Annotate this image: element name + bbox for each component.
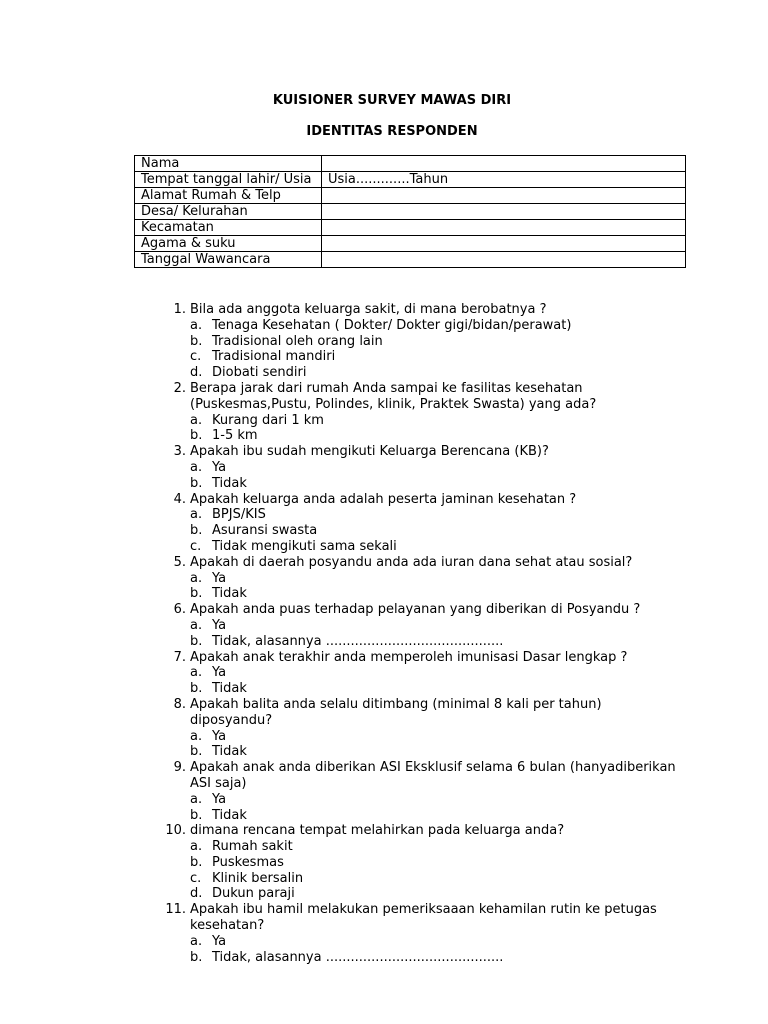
identity-value[interactable] bbox=[322, 204, 686, 220]
question-text: Apakah di daerah posyandu anda ada iuran dana sehat atau sosial? bbox=[190, 554, 633, 570]
identity-label: Tanggal Wawancara bbox=[135, 252, 322, 268]
table-row bbox=[135, 252, 686, 268]
option-letter: b. bbox=[190, 681, 203, 697]
option-text: Puskesmas bbox=[212, 854, 284, 870]
question-number: 2. bbox=[173, 380, 186, 396]
answer-option[interactable] bbox=[160, 934, 680, 950]
answer-option[interactable] bbox=[160, 886, 680, 902]
option-letter: b. bbox=[190, 428, 203, 444]
option-letter: a. bbox=[190, 570, 203, 586]
option-text: Tidak bbox=[212, 744, 247, 760]
question-item bbox=[160, 492, 680, 508]
answer-option[interactable] bbox=[160, 839, 680, 855]
answer-option[interactable] bbox=[160, 318, 680, 334]
option-letter: c. bbox=[190, 538, 202, 554]
answer-option[interactable] bbox=[160, 729, 680, 745]
identity-table bbox=[134, 155, 686, 268]
answer-option[interactable] bbox=[160, 476, 680, 492]
option-letter: d. bbox=[190, 886, 203, 902]
question-item bbox=[160, 602, 680, 618]
answer-option[interactable] bbox=[160, 792, 680, 808]
section-title: IDENTITAS RESPONDEN bbox=[306, 124, 478, 139]
answer-option[interactable] bbox=[160, 349, 680, 365]
identity-value[interactable] bbox=[322, 220, 686, 236]
question-text: Apakah anak terakhir anda memperoleh imunisasi Dasar lengkap ? bbox=[190, 649, 628, 665]
identity-label: Desa/ Kelurahan bbox=[135, 204, 322, 220]
option-text: Asuransi swasta bbox=[212, 523, 318, 539]
question-item bbox=[160, 760, 680, 792]
question-item bbox=[160, 902, 680, 934]
option-text: Ya bbox=[212, 617, 227, 633]
option-text: Ya bbox=[212, 570, 227, 586]
question-text: Apakah keluarga anda adalah peserta jaminan kesehatan ? bbox=[190, 491, 577, 507]
answer-option[interactable] bbox=[160, 744, 680, 760]
question-text: Apakah ibu sudah mengikuti Keluarga Berencana (KB)? bbox=[190, 444, 549, 460]
option-letter: b. bbox=[190, 854, 203, 870]
option-letter: b. bbox=[190, 807, 203, 823]
option-letter: a. bbox=[190, 412, 203, 428]
option-text: Dukun paraji bbox=[212, 886, 295, 902]
identity-value[interactable] bbox=[322, 252, 686, 268]
option-text: Kurang dari 1 km bbox=[212, 412, 324, 428]
identity-value[interactable]: Usia.............Tahun bbox=[322, 172, 686, 188]
option-text: BPJS/KIS bbox=[212, 507, 266, 523]
option-letter: b. bbox=[190, 586, 203, 602]
answer-option[interactable] bbox=[160, 460, 680, 476]
question-item bbox=[160, 555, 680, 571]
question-item bbox=[160, 697, 680, 729]
option-letter: d. bbox=[190, 365, 203, 381]
option-letter: a. bbox=[190, 507, 203, 523]
question-number: 10. bbox=[165, 823, 186, 839]
identity-label: Nama bbox=[135, 156, 322, 172]
option-letter: b. bbox=[190, 475, 203, 491]
question-item bbox=[160, 381, 680, 413]
question-number: 6. bbox=[173, 602, 186, 618]
question-number: 8. bbox=[173, 696, 186, 712]
option-text: Tidak bbox=[212, 475, 247, 491]
identity-label: Agama & suku bbox=[135, 236, 322, 252]
option-text: Tidak bbox=[212, 681, 247, 697]
table-row bbox=[135, 156, 686, 172]
answer-option[interactable] bbox=[160, 507, 680, 523]
table-row bbox=[135, 220, 686, 236]
option-letter: b. bbox=[190, 744, 203, 760]
option-text: Tidak bbox=[212, 807, 247, 823]
option-text: 1-5 km bbox=[212, 428, 258, 444]
option-letter: b. bbox=[190, 333, 203, 349]
answer-option[interactable] bbox=[160, 808, 680, 824]
identity-label: Tempat tanggal lahir/ Usia bbox=[135, 172, 322, 188]
answer-option[interactable] bbox=[160, 334, 680, 350]
answer-option[interactable] bbox=[160, 523, 680, 539]
question-number: 11. bbox=[165, 902, 186, 918]
table-row bbox=[135, 236, 686, 252]
option-letter: b. bbox=[190, 633, 203, 649]
option-letter: a. bbox=[190, 791, 203, 807]
question-text: Apakah balita anda selalu ditimbang (minimal 8 kali per tahun) diposyandu? bbox=[190, 696, 602, 728]
identity-value[interactable] bbox=[322, 156, 686, 172]
question-item bbox=[160, 823, 680, 839]
option-text: Ya bbox=[212, 665, 227, 681]
option-text: Ya bbox=[212, 459, 227, 475]
question-text: Berapa jarak dari rumah Anda sampai ke fasilitas kesehatan (Puskesmas,Pustu, Polindes, klinik, Praktek Swasta) yang ada? bbox=[190, 380, 597, 412]
answer-option[interactable] bbox=[160, 665, 680, 681]
option-text: Tidak mengikuti sama sekali bbox=[212, 538, 397, 554]
question-item bbox=[160, 444, 680, 460]
option-letter: b. bbox=[190, 949, 203, 965]
answer-option[interactable] bbox=[160, 634, 680, 650]
answer-option[interactable] bbox=[160, 871, 680, 887]
option-letter: a. bbox=[190, 728, 203, 744]
table-row bbox=[135, 188, 686, 204]
option-text: Ya bbox=[212, 791, 227, 807]
answer-option[interactable] bbox=[160, 855, 680, 871]
option-text: Rumah sakit bbox=[212, 839, 293, 855]
answer-option[interactable] bbox=[160, 539, 680, 555]
option-text: Tradisional mandiri bbox=[212, 349, 336, 365]
answer-option[interactable] bbox=[160, 571, 680, 587]
option-letter: b. bbox=[190, 523, 203, 539]
question-number: 3. bbox=[173, 444, 186, 460]
answer-option[interactable] bbox=[160, 618, 680, 634]
question-text: dimana rencana tempat melahirkan pada keluarga anda? bbox=[190, 823, 565, 839]
identity-value[interactable] bbox=[322, 236, 686, 252]
option-text: Tidak bbox=[212, 586, 247, 602]
option-text: Tradisional oleh orang lain bbox=[212, 333, 383, 349]
option-letter: a. bbox=[190, 617, 203, 633]
option-text: Ya bbox=[212, 933, 227, 949]
option-letter: c. bbox=[190, 349, 202, 365]
option-text: Klinik bersalin bbox=[212, 870, 304, 886]
identity-value[interactable] bbox=[322, 188, 686, 204]
option-text: Tidak, alasannya ........................................... bbox=[212, 949, 504, 965]
question-number: 1. bbox=[173, 302, 186, 317]
option-letter: a. bbox=[190, 933, 203, 949]
option-letter: c. bbox=[190, 870, 202, 886]
option-letter: a. bbox=[190, 665, 203, 681]
question-list bbox=[160, 302, 680, 965]
question-number: 4. bbox=[173, 491, 186, 507]
question-number: 5. bbox=[173, 554, 186, 570]
answer-option[interactable] bbox=[160, 413, 680, 429]
answer-option[interactable] bbox=[160, 365, 680, 381]
identity-label: Alamat Rumah & Telp bbox=[135, 188, 322, 204]
option-text: Tenaga Kesehatan ( Dokter/ Dokter gigi/bidan/perawat) bbox=[212, 317, 572, 333]
answer-option[interactable] bbox=[160, 681, 680, 697]
document-title: KUISIONER SURVEY MAWAS DIRI bbox=[272, 93, 512, 108]
question-text: Apakah ibu hamil melakukan pemeriksaaan kehamilan rutin ke petugas kesehatan? bbox=[190, 902, 657, 934]
question-item bbox=[160, 650, 680, 666]
table-row bbox=[135, 204, 686, 220]
option-text: Diobati sendiri bbox=[212, 365, 307, 381]
table-row bbox=[135, 172, 686, 188]
question-number: 7. bbox=[173, 649, 186, 665]
option-letter: a. bbox=[190, 459, 203, 475]
question-text: Bila ada anggota keluarga sakit, di mana berobatnya ? bbox=[190, 302, 547, 317]
question-text: Apakah anak anda diberikan ASI Eksklusif selama 6 bulan (hanyadiberikan ASI saja) bbox=[190, 760, 676, 791]
identity-label: Kecamatan bbox=[135, 220, 322, 236]
option-letter: a. bbox=[190, 839, 203, 855]
answer-option[interactable] bbox=[160, 950, 680, 966]
question-text: Apakah anda puas terhadap pelayanan yang diberikan di Posyandu ? bbox=[190, 602, 641, 618]
question-number: 9. bbox=[173, 760, 186, 776]
answer-option[interactable] bbox=[160, 586, 680, 602]
answer-option[interactable] bbox=[160, 428, 680, 444]
option-letter: a. bbox=[190, 317, 203, 333]
option-text: Ya bbox=[212, 728, 227, 744]
question-item bbox=[160, 302, 680, 318]
option-text: Tidak, alasannya ........................................... bbox=[212, 633, 504, 649]
